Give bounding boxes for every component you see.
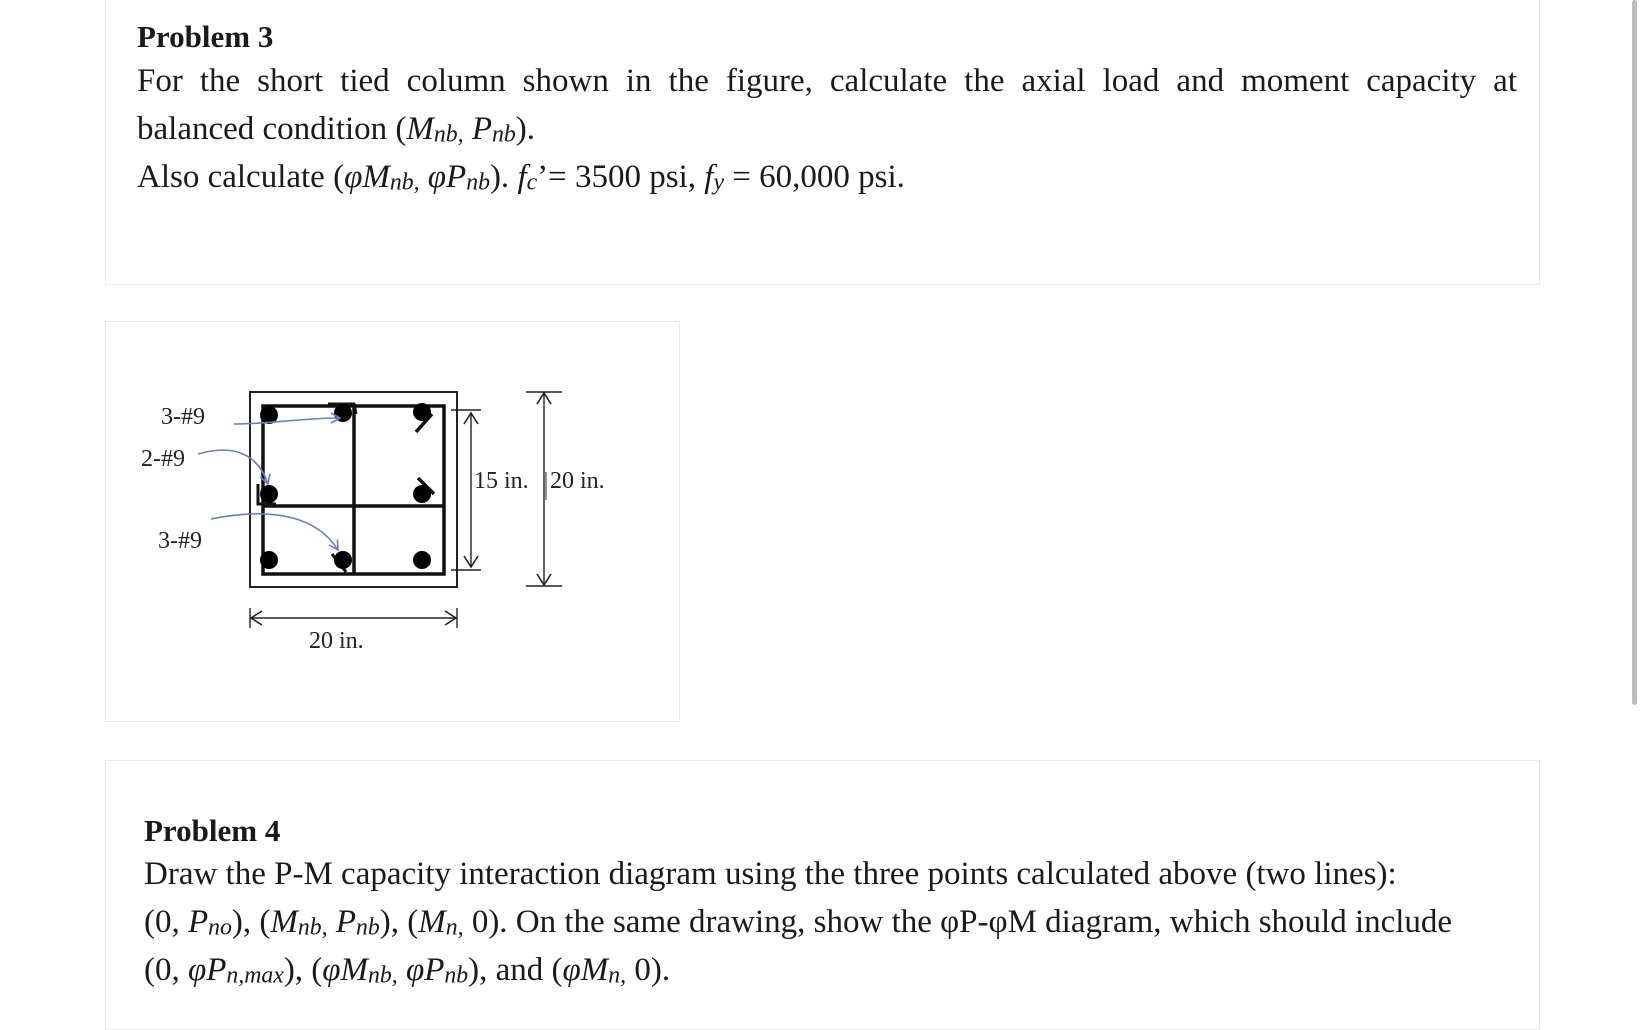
column-cross-section-figure	[106, 322, 681, 723]
problem-4-statement-line-3: (0, φPn,max), (φMnb, φPnb), and (φMn, 0).	[144, 952, 671, 989]
problem-4-card	[105, 760, 1540, 1030]
bar-label-bottom: 3-#9	[158, 528, 202, 554]
problem-3-title: Problem 3	[137, 19, 274, 54]
rebar-top-middle	[334, 404, 352, 422]
problem-3-card	[105, 0, 1540, 285]
bar-label-top: 3-#9	[161, 404, 205, 430]
problem-4-statement-line-2: (0, Pno), (Mnb, Pnb), (Mn, 0). On the same drawing, show the φP-φM diagram, which should include	[144, 904, 1453, 941]
rebar-bottom-middle	[334, 551, 352, 569]
leader-arrow-mid	[198, 450, 268, 484]
column-figure-card	[105, 321, 680, 722]
rebar-bottom-left	[260, 551, 278, 569]
problem-3-statement-line-1: For the short tied column shown in the figure, calculate the axial load and moment capacity at	[137, 63, 1517, 99]
bar-label-middle: 2-#9	[141, 446, 185, 472]
problem-3-statement-line-2: balanced condition (Mnb, Pnb).	[137, 111, 536, 148]
problem-3-statement-line-3: Also calculate (φMnb, φPnb). fc’= 3500 psi, fy = 60,000 psi.	[137, 159, 905, 196]
problem-4-title: Problem 4	[144, 813, 281, 848]
dimension-horizontal-label: 20 in.	[309, 628, 364, 654]
rebar-mid-left	[260, 485, 278, 503]
problem-4-statement-line-1: Draw the P-M capacity interaction diagram using the three points calculated above (two lines):	[144, 856, 1397, 892]
dimension-inner-label: 15 in.	[474, 468, 529, 494]
vertical-scrollbar[interactable]	[1632, 0, 1637, 705]
leader-arrow-bottom	[211, 514, 338, 550]
rebar-mid-right	[413, 485, 431, 503]
dimension-outer-vertical-label: 20 in.	[550, 468, 605, 494]
rebar-top-right	[413, 403, 431, 421]
rebar-bottom-right	[413, 551, 431, 569]
